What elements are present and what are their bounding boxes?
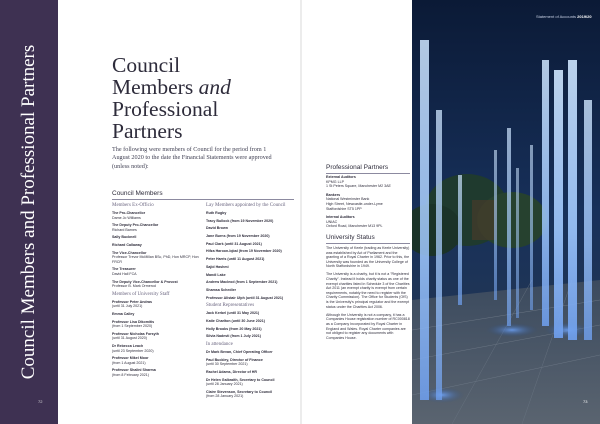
member-entry [206, 257, 302, 262]
member-entry [206, 296, 302, 301]
partner-line: UNIAC [326, 219, 338, 224]
member-name: Sally Bucknell [112, 235, 137, 240]
member-entry [206, 358, 302, 367]
attendance-list [206, 350, 302, 399]
member-name: Richard Callaway [112, 243, 142, 248]
member-entry [112, 344, 202, 353]
member-entry [112, 243, 202, 248]
partner-title: Internal Auditors [326, 215, 355, 220]
campus-light-sculpture-photo [412, 0, 600, 424]
member-name: Emma Calley [112, 312, 135, 316]
member-name: Sajid Hashmi [206, 264, 229, 269]
member-name: Paul Clark (until 31 August 2021) [206, 241, 262, 246]
member-name: Rachel Adams, Director of HR [206, 369, 257, 374]
student-reps-list [206, 311, 302, 339]
member-entry [112, 368, 202, 377]
lay-members-list [206, 211, 302, 300]
member-role: David Hall FCA [112, 271, 137, 276]
light-columns-illustration [412, 0, 600, 424]
page-number-right: 73 [583, 399, 588, 404]
member-entry [206, 280, 302, 285]
members-column-1 [112, 201, 202, 381]
member-entry [112, 211, 202, 220]
partner-line: National Westminster Bank [326, 197, 370, 202]
member-entry [112, 251, 202, 265]
member-entry [206, 249, 302, 254]
section-rule [112, 199, 294, 200]
partner-title: External Auditors [326, 175, 356, 179]
partner-line: 1 St Peters Square, Manchester M2 3AE [326, 184, 391, 189]
status-paragraph: The University of Keele (trading as Keele University) was established by Act of Parliament and the granting of a Royal Charter in 1962. Prior to this, the University was founded as the University College of North Staffordshire in 1949. [326, 246, 410, 269]
member-name: Hifza Haroon-Iqbal (from 19 November 2020) [206, 249, 282, 254]
section-rule [326, 173, 410, 174]
member-entry [206, 334, 302, 339]
member-entry [206, 327, 302, 332]
member-entry [206, 390, 302, 399]
member-name: Professor Shalini Sharma [112, 368, 156, 373]
member-role: (until 23 September 2020) [112, 348, 154, 353]
status-heading: University Status [326, 234, 375, 241]
section-rule [326, 243, 410, 244]
page-title: Council Members and Professional Partners [112, 53, 231, 143]
member-role: (until 31 July 2021) [112, 304, 143, 309]
member-entry [112, 300, 202, 309]
member-name: Shamsa Schedler [206, 287, 236, 292]
member-name: The Deputy Vice-Chancellor & Provost [112, 279, 178, 284]
attendance-heading: In attendance [206, 342, 233, 347]
member-entry [112, 332, 202, 341]
member-name: Andrew Macleod (from 1 September 2021) [206, 280, 278, 285]
intro-text: The following were members of Council for the period from 1 August 2020 to the date the Financial Statements were approved (unless noted): [112, 146, 272, 170]
member-name: Dr Rebecca Leach [112, 344, 144, 349]
member-name: David Brown [206, 226, 228, 231]
member-entry [206, 370, 302, 375]
student-reps-heading: Student Representatives [206, 303, 255, 309]
member-name: The Pro-Chancellor [112, 211, 146, 215]
member-entry [112, 356, 202, 365]
member-name: Dr Mark Bevan, Chief Operating Officer [206, 350, 273, 354]
member-name: The Deputy Pro-Chancellor [112, 223, 159, 228]
member-role: (from 1 September 2020) [112, 324, 153, 329]
member-name: Jane Burns (from 19 November 2020) [206, 234, 270, 239]
partner-line: KPMG LLP [326, 179, 344, 184]
member-name: Professor Lisa Dikomitis [112, 319, 155, 324]
member-name: Professor Mikel Moor [112, 356, 149, 361]
header-note: Statement of Accounts 2019/20 [536, 14, 592, 19]
staff-list [112, 300, 202, 378]
member-entry [206, 226, 302, 231]
status-paragraph: The University is a charity, but it is not a "Registered Charity". Instead it holds charity status as one of the exempt charities listed in Schedule 3 of the Charities Act 2011 (an exempt charity is exempt from certain requirements, notably the need to register with the Charity Commission). The Office for Students (OfS) is the University's principal regulator and the exempt status under the Charities Act 2006. [326, 272, 410, 309]
partner-line: Oxford Road, Manchester M13 9PL [326, 224, 383, 229]
member-entry [206, 219, 302, 224]
member-name: Claire Stevenson, Secretary to Council [206, 389, 273, 394]
status-paragraph: Although the University is not a company, it has a Companies House registration number of RC000818 as a Company Incorporated by Royal Charter in England and Wales. Royal Charter companies are not obliged to register any documents with Companies House. [326, 312, 410, 340]
member-name: Mandi Lake [206, 272, 226, 277]
member-entry [112, 312, 202, 317]
member-entry [206, 311, 302, 316]
side-band [0, 0, 58, 424]
partner-line: High Street, Newcastle-under-Lyme [326, 201, 383, 206]
member-entry [112, 235, 202, 240]
member-name: Professor Alistair Ulph (until 31 August 2021) [206, 295, 284, 300]
member-entry [206, 242, 302, 247]
member-name: Peter Harris (until 11 August 2021) [206, 257, 265, 262]
member-entry [112, 267, 202, 276]
member-entry [206, 319, 302, 324]
partner-block [326, 215, 410, 229]
member-role: (from 8 February 2021) [112, 372, 149, 377]
member-name: The Treasurer [112, 267, 136, 272]
member-entry [206, 350, 302, 355]
side-band-title: Council Members and Professional Partners [18, 44, 39, 380]
member-entry [112, 320, 202, 329]
member-role: Richard Barnes [112, 227, 137, 232]
member-entry [206, 378, 302, 387]
member-role: (until 28 January 2021) [206, 382, 243, 387]
member-name: The Vice-Chancellor [112, 250, 147, 255]
member-name: Holly Brooks (from 20 May 2021) [206, 326, 262, 331]
member-name: Ruth Rugby [206, 211, 227, 215]
member-role: (from 1 August 2021) [112, 360, 146, 365]
member-role: Dame Jo Williams [112, 215, 141, 220]
member-role: Professor Trevor McMillan BSc, PhD, Hon MRCP, Hon FRCR [112, 255, 199, 264]
member-name: Katie Charlton (until 30 June 2021) [206, 318, 265, 323]
member-name: Silvia Nadesti (from 1 July 2021) [206, 334, 261, 339]
member-name: Tracy Bullock (from 19 November 2020) [206, 218, 274, 223]
page-number-left: 72 [38, 399, 43, 404]
member-role: (from 28 January 2021) [206, 394, 244, 399]
partners-heading: Professional Partners [326, 164, 389, 171]
partner-line: Staffordshire ST5 1PP [326, 206, 362, 211]
member-entry [206, 273, 302, 278]
ex-officio-heading: Members Ex-Officio [112, 203, 154, 208]
partner-block [326, 193, 410, 211]
partners-list [326, 175, 410, 233]
members-column-2 [206, 201, 302, 402]
member-role: Professor B. Mark Ormerod [112, 284, 156, 289]
lay-members-heading: Lay Members appointed by the Council [206, 203, 286, 208]
member-name: Professor Nicholas Forsyth [112, 331, 159, 336]
member-role: (until 31 August 2020) [112, 336, 147, 341]
council-members-heading: Council Members [112, 190, 163, 197]
staff-heading: Members of University Staff [112, 291, 170, 297]
member-entry [206, 234, 302, 239]
member-name: Dr Helen Galbraith, Secretary to Council [206, 377, 275, 382]
member-name: Professor Peter Andras [112, 299, 153, 304]
member-role: (until 30 September 2021) [206, 362, 248, 367]
partner-block [326, 175, 410, 189]
member-entry [112, 280, 202, 289]
member-entry [206, 211, 302, 216]
member-entry [206, 265, 302, 270]
member-entry [112, 223, 202, 232]
partner-title: Bankers [326, 192, 341, 197]
member-name: Paul Buckley, Director of Finance [206, 357, 263, 362]
ex-officio-list [112, 211, 202, 289]
member-name: Jack Kerbel (until 31 May 2021) [206, 311, 260, 316]
member-entry [206, 288, 302, 293]
status-text [326, 246, 410, 344]
